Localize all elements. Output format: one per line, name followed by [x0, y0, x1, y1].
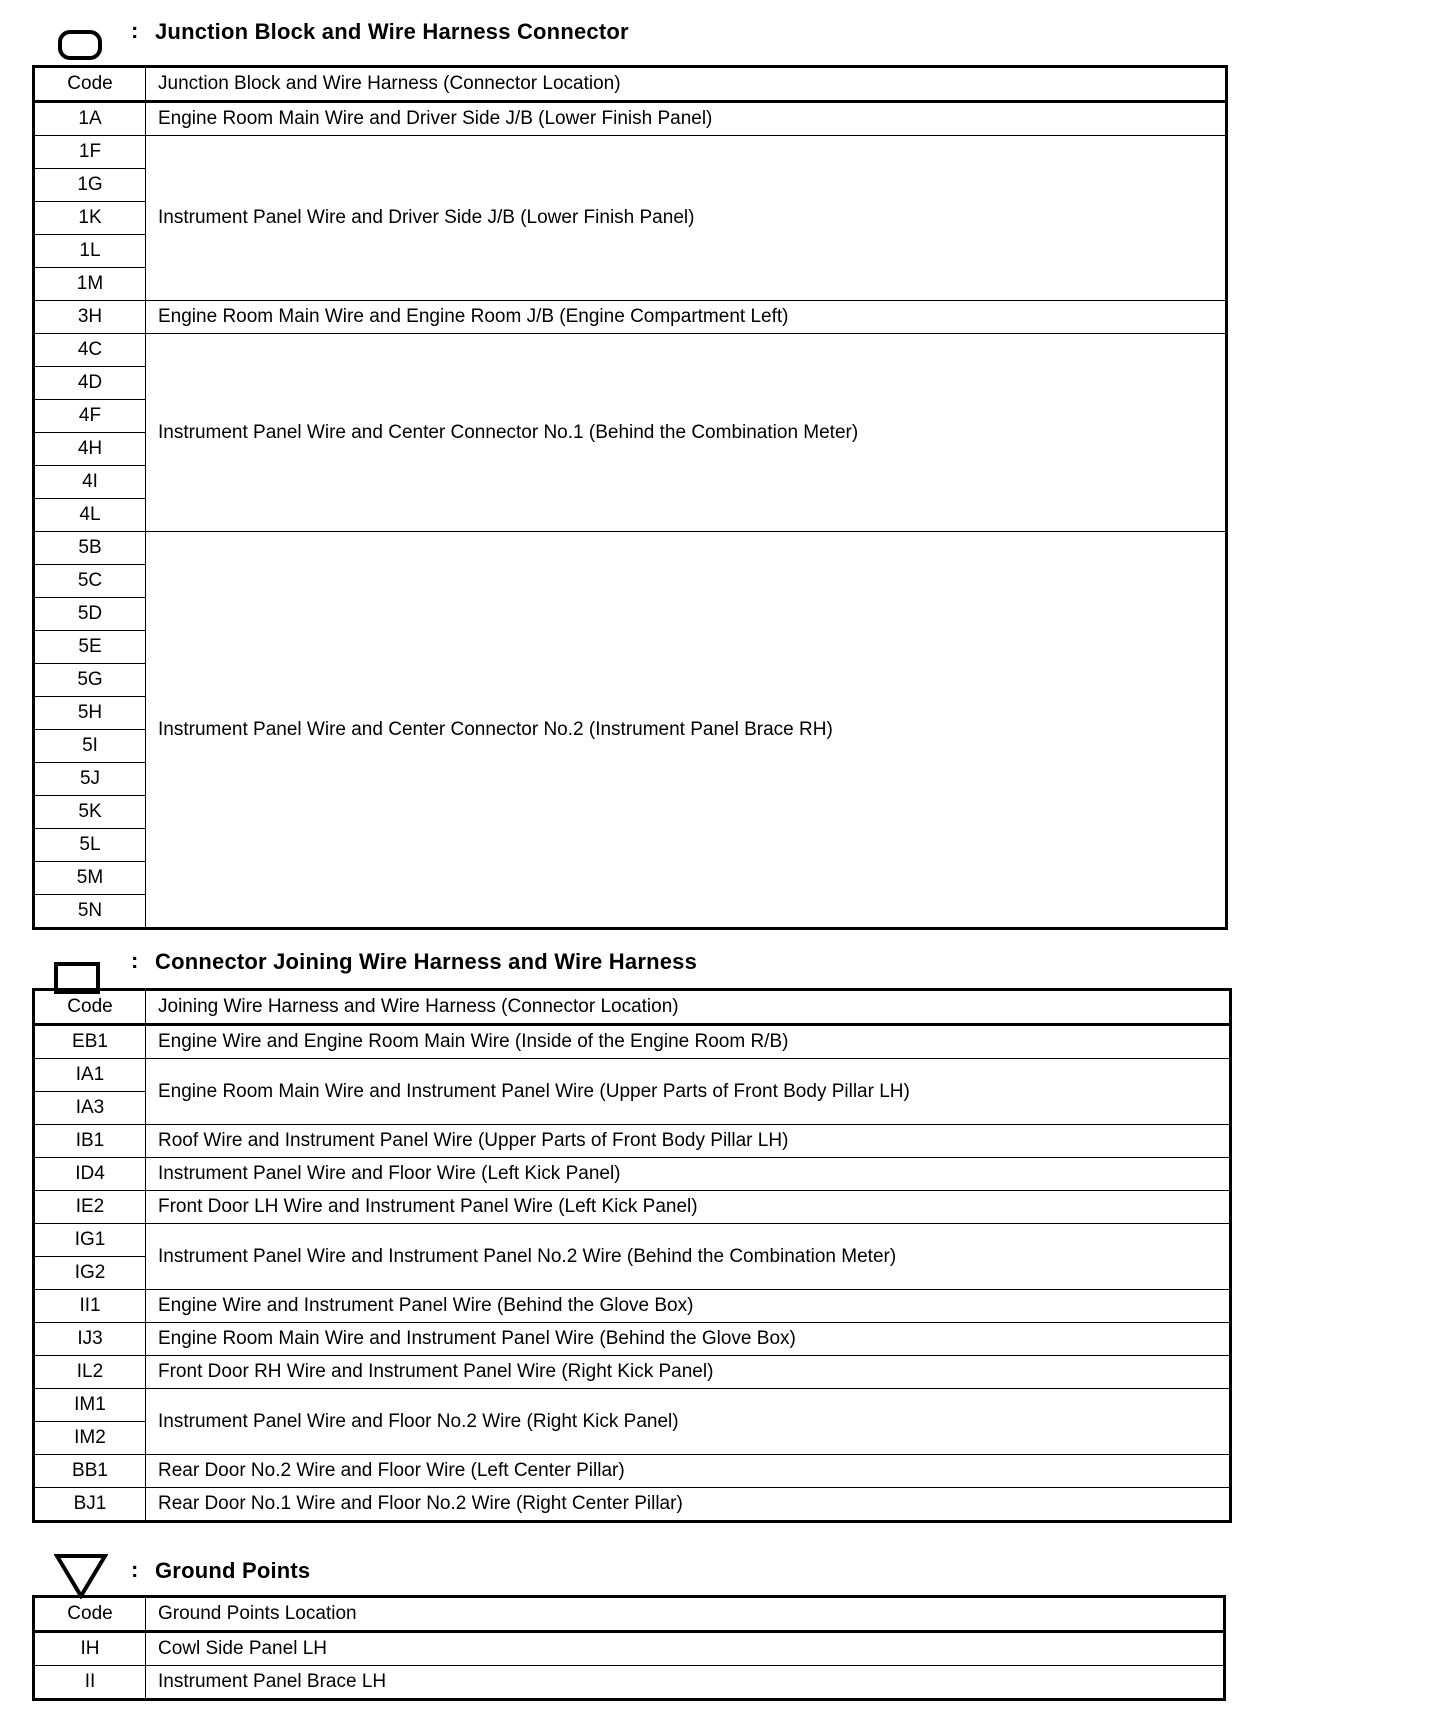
location-cell: Instrument Panel Wire and Instrument Panel No.2 Wire (Behind the Combination Meter)	[146, 1224, 1230, 1290]
code-cell: 4C	[35, 334, 146, 367]
code-cell: 1G	[35, 169, 146, 202]
table-row	[35, 136, 1226, 169]
code-cell: 4D	[35, 367, 146, 400]
triangle-down-symbol-icon	[54, 1553, 108, 1599]
code-cell: 5J	[35, 763, 146, 796]
code-cell: 4L	[35, 499, 146, 532]
code-cell: 5K	[35, 796, 146, 829]
section-header-ground-points	[0, 1545, 1300, 1585]
header-code-cell: Code	[35, 68, 146, 102]
joining-connector-table	[34, 990, 1230, 1521]
table-header-row	[35, 991, 1230, 1025]
section-colon: :	[131, 18, 139, 43]
table-row	[35, 1666, 1224, 1699]
code-cell: 5E	[35, 631, 146, 664]
location-cell: Engine Wire and Instrument Panel Wire (Behind the Glove Box)	[146, 1290, 1230, 1323]
table-header-row	[35, 68, 1226, 102]
section-colon: :	[131, 1557, 139, 1582]
rounded-rect-symbol-icon	[58, 30, 102, 60]
code-cell: 5H	[35, 697, 146, 730]
section-title: Junction Block and Wire Harness Connector	[155, 19, 629, 44]
location-cell: Rear Door No.1 Wire and Floor No.2 Wire (Right Center Pillar)	[146, 1488, 1230, 1521]
header-code-cell: Code	[35, 991, 146, 1025]
location-cell: Engine Room Main Wire and Engine Room J/B (Engine Compartment Left)	[146, 301, 1226, 334]
code-cell: 5N	[35, 895, 146, 928]
code-cell: BB1	[35, 1455, 146, 1488]
table-row	[35, 1224, 1230, 1257]
header-code-cell: Code	[35, 1598, 146, 1632]
header-location-cell: Ground Points Location	[146, 1598, 1224, 1632]
table-row	[35, 1059, 1230, 1092]
code-cell: 5M	[35, 862, 146, 895]
code-cell: IE2	[35, 1191, 146, 1224]
code-cell: IG2	[35, 1257, 146, 1290]
code-cell: EB1	[35, 1025, 146, 1059]
code-cell: II1	[35, 1290, 146, 1323]
table-row	[35, 1389, 1230, 1422]
code-cell: 1L	[35, 235, 146, 268]
code-cell: IM2	[35, 1422, 146, 1455]
code-cell: 5L	[35, 829, 146, 862]
location-cell: Instrument Panel Wire and Floor No.2 Wire (Right Kick Panel)	[146, 1389, 1230, 1455]
table-row	[35, 1025, 1230, 1059]
location-cell: Cowl Side Panel LH	[146, 1632, 1224, 1666]
location-cell: Instrument Panel Brace LH	[146, 1666, 1224, 1699]
location-cell: Engine Room Main Wire and Driver Side J/B (Lower Finish Panel)	[146, 102, 1226, 136]
code-cell: IA3	[35, 1092, 146, 1125]
code-cell: 5I	[35, 730, 146, 763]
code-cell: 1F	[35, 136, 146, 169]
location-cell: Engine Wire and Engine Room Main Wire (Inside of the Engine Room R/B)	[146, 1025, 1230, 1059]
code-cell: II	[35, 1666, 146, 1699]
table-row	[35, 1290, 1230, 1323]
code-cell: IG1	[35, 1224, 146, 1257]
table-row	[35, 102, 1226, 136]
table-row	[35, 334, 1226, 367]
table-row	[35, 1455, 1230, 1488]
table-row	[35, 1488, 1230, 1521]
table-row	[35, 1356, 1230, 1389]
code-cell: 4H	[35, 433, 146, 466]
code-cell: 5C	[35, 565, 146, 598]
location-cell: Engine Room Main Wire and Instrument Panel Wire (Behind the Glove Box)	[146, 1323, 1230, 1356]
table-row	[35, 1191, 1230, 1224]
location-cell: Roof Wire and Instrument Panel Wire (Upper Parts of Front Body Pillar LH)	[146, 1125, 1230, 1158]
code-cell: IA1	[35, 1059, 146, 1092]
section-title: Ground Points	[155, 1558, 311, 1583]
code-cell: 4I	[35, 466, 146, 499]
table-row	[35, 1632, 1224, 1666]
header-location-cell: Joining Wire Harness and Wire Harness (Connector Location)	[146, 991, 1230, 1025]
table-header-row	[35, 1598, 1224, 1632]
code-cell: IB1	[35, 1125, 146, 1158]
table-row	[35, 1323, 1230, 1356]
code-cell: 3H	[35, 301, 146, 334]
location-cell: Instrument Panel Wire and Center Connector No.2 (Instrument Panel Brace RH)	[146, 532, 1226, 928]
code-cell: BJ1	[35, 1488, 146, 1521]
table-row	[35, 532, 1226, 565]
header-location-cell: Junction Block and Wire Harness (Connector Location)	[146, 68, 1226, 102]
code-cell: 4F	[35, 400, 146, 433]
location-cell: Front Door RH Wire and Instrument Panel Wire (Right Kick Panel)	[146, 1356, 1230, 1389]
location-cell: Instrument Panel Wire and Floor Wire (Left Kick Panel)	[146, 1158, 1230, 1191]
table-row	[35, 301, 1226, 334]
code-cell: IM1	[35, 1389, 146, 1422]
section-colon: :	[131, 948, 139, 973]
junction-block-table	[34, 67, 1226, 928]
code-cell: 1M	[35, 268, 146, 301]
code-cell: IH	[35, 1632, 146, 1666]
section-title: Connector Joining Wire Harness and Wire Harness	[155, 949, 698, 974]
section-header-junction-block	[0, 10, 1300, 50]
code-cell: 5D	[35, 598, 146, 631]
location-cell: Front Door LH Wire and Instrument Panel Wire (Left Kick Panel)	[146, 1191, 1230, 1224]
location-cell: Instrument Panel Wire and Driver Side J/B (Lower Finish Panel)	[146, 136, 1226, 301]
table-row	[35, 1158, 1230, 1191]
code-cell: IL2	[35, 1356, 146, 1389]
location-cell: Engine Room Main Wire and Instrument Panel Wire (Upper Parts of Front Body Pillar LH)	[146, 1059, 1230, 1125]
section-header-joining-connector	[0, 940, 1300, 980]
code-cell: 1K	[35, 202, 146, 235]
location-cell: Rear Door No.2 Wire and Floor Wire (Left Center Pillar)	[146, 1455, 1230, 1488]
code-cell: IJ3	[35, 1323, 146, 1356]
location-cell: Instrument Panel Wire and Center Connector No.1 (Behind the Combination Meter)	[146, 334, 1226, 532]
code-cell: ID4	[35, 1158, 146, 1191]
code-cell: 1A	[35, 102, 146, 136]
code-cell: 5G	[35, 664, 146, 697]
table-row	[35, 1125, 1230, 1158]
code-cell: 5B	[35, 532, 146, 565]
ground-points-table	[34, 1597, 1224, 1699]
